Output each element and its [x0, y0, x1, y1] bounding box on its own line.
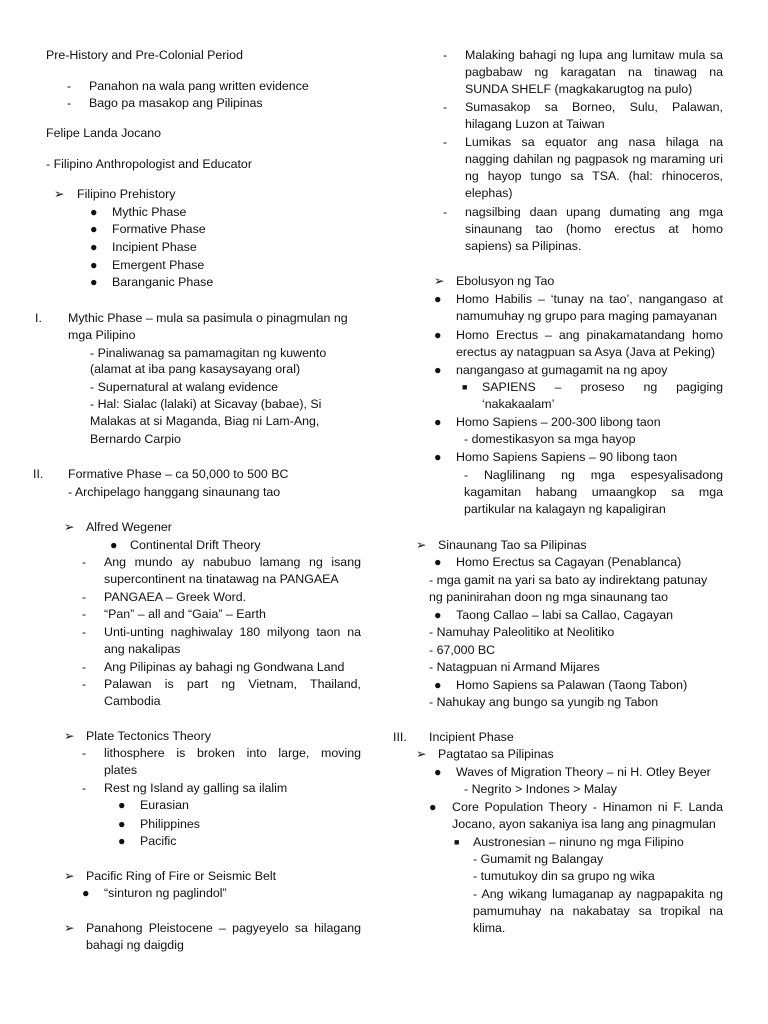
evolution-line: erectus ay natagpuan sa Asya (Java at Peking) — [456, 345, 715, 359]
incipient-heading: Incipient Phase — [429, 730, 514, 744]
dash-marker: - — [82, 590, 87, 604]
plate-item: Pacific — [140, 834, 177, 848]
intro-item: Bago pa masakop ang Pilipinas — [89, 96, 263, 110]
dash-marker: - — [443, 135, 448, 149]
wegener-line: Palawan is part ng Vietnam, Thailand, — [104, 677, 361, 691]
wegener-line: “Pan” – all and “Gaia” – Earth — [104, 607, 266, 621]
wegener-bullet: Continental Drift Theory — [130, 538, 261, 552]
incipient-line: Austronesian – ninuno ng mga Filipino — [473, 835, 684, 849]
square-bullet-icon: ■ — [454, 837, 460, 847]
section-number: I. — [35, 311, 42, 325]
wegener-line: supercontinent na tinatawag na PANGAEA — [104, 572, 339, 586]
dash-marker: - — [82, 607, 87, 621]
bullet-icon: ● — [90, 258, 98, 272]
evolution-line: Homo Erectus – ang pinakamatandang homo — [456, 328, 723, 342]
plate-item: Philippines — [140, 817, 200, 831]
mythic-heading: Mythic Phase – mula sa pasimula o pinagmulan ng — [68, 311, 348, 325]
bullet-icon: ● — [434, 292, 442, 306]
mythic-line: (alamat at iba pang kasaysayang oral) — [90, 362, 301, 376]
phase-item: Formative Phase — [112, 222, 206, 236]
shelf-line: nagging dahilan ng pagpasok ng maraming uri — [465, 152, 723, 166]
sinaunang-line: - Namuhay Paleolitiko at Neolitiko — [429, 625, 615, 639]
shelf-line: sinaunang tao (homo erectus at homo — [465, 222, 723, 236]
shelf-line: Malaking bahagi ng lupa ang lumitaw mula sa — [465, 48, 723, 62]
shelf-line: Sumasakop sa Borneo, Sulu, Palawan, — [465, 100, 723, 114]
arrow-bullet-icon: ➢ — [64, 729, 75, 743]
wegener-line: Unti-unting naghiwalay 180 milyong taon na — [104, 625, 361, 639]
tectonics-line: plates — [104, 763, 138, 777]
incipient-line: Core Population Theory - Hinamon ni F. Landa — [452, 800, 723, 814]
sinaunang-line: - Natagpuan ni Armand Mijares — [429, 660, 600, 674]
bullet-icon: ● — [90, 240, 98, 254]
arrow-bullet-icon: ➢ — [54, 187, 65, 201]
bullet-icon: ● — [434, 765, 442, 779]
ring-bullet: “sinturon ng paglindol” — [104, 886, 227, 900]
evolution-line: - Naglilinang ng mga espesyalisadong — [464, 468, 723, 482]
formative-subheading: - Archipelago hanggang sinaunang tao — [68, 485, 281, 499]
wegener-line: PANGAEA – Greek Word. — [104, 590, 247, 604]
author-role: - Filipino Anthropologist and Educator — [46, 157, 252, 171]
evolution-line: nangangaso at gumagamit na ng apoy — [456, 363, 668, 377]
bullet-icon: ● — [90, 275, 98, 289]
evolution-line: - domestikasyon sa mga hayop — [464, 432, 636, 446]
incipient-subheading: Pagtatao sa Pilipinas — [438, 747, 554, 761]
dash-marker: - — [443, 205, 448, 219]
wegener-line: Ang mundo ay nabubuo lamang ng isang — [104, 555, 361, 569]
dash-marker: - — [82, 555, 87, 569]
sinaunang-line: ng paninirahan doon ng mga sinaunang tao — [429, 590, 669, 604]
shelf-line: sapiens) sa Pilipinas. — [465, 239, 582, 253]
bullet-icon: ● — [434, 608, 442, 622]
dash-marker: - — [82, 660, 87, 674]
incipient-line: klima. — [473, 921, 506, 935]
arrow-bullet-icon: ➢ — [64, 520, 75, 534]
shelf-line: nagsilbing daan upang dumating ang mga — [465, 205, 723, 219]
evolution-line: Homo Sapiens Sapiens – 90 libong taon — [456, 450, 678, 464]
tectonics-heading: Plate Tectonics Theory — [86, 729, 211, 743]
sinaunang-line: - mga gamit na yari sa bato ay indirektang patunay — [429, 573, 708, 587]
evolution-line: partikular na kalagayn ng kapaligiran — [464, 502, 666, 516]
plate-item: Eurasian — [140, 798, 189, 812]
evolution-heading: Ebolusyon ng Tao — [456, 274, 555, 288]
sinaunang-line: Taong Callao – labi sa Callao, Cagayan — [456, 608, 673, 622]
square-bullet-icon: ■ — [462, 382, 468, 392]
dash-marker: - — [443, 100, 448, 114]
shelf-line: ng hayop tungo sa TSA. (hal: rhinoceros, — [465, 169, 723, 183]
arrow-bullet-icon: ➢ — [416, 747, 427, 761]
bullet-icon: ● — [434, 450, 442, 464]
ring-heading: Pacific Ring of Fire or Seismic Belt — [86, 869, 277, 883]
evolution-line: kagamitan habang umaangkop sa mga — [464, 485, 723, 499]
shelf-line: Lumikas sa equator ang nasa hilaga na — [465, 135, 723, 149]
incipient-line: - Gumamit ng Balangay — [473, 852, 604, 866]
sinaunang-line: Homo Sapiens sa Palawan (Taong Tabon) — [456, 678, 688, 692]
section-number: III. — [393, 730, 407, 744]
bullet-icon: ● — [118, 798, 126, 812]
evolution-line: SAPIENS – proseso ng pagiging — [482, 380, 723, 394]
mythic-line: Malakas at si Maganda, Biag ni Lam-Ang, — [90, 414, 320, 428]
dash-marker: - — [82, 781, 87, 795]
mythic-heading: mga Pilipino — [68, 328, 136, 342]
phase-item: Incipient Phase — [112, 240, 197, 254]
evolution-line: Homo Habilis – ‘tunay na tao’, nangangaso at — [456, 292, 723, 306]
sinaunang-heading: Sinaunang Tao sa Pilipinas — [438, 538, 587, 552]
phase-item: Baranganic Phase — [112, 275, 214, 289]
bullet-icon: ● — [434, 555, 442, 569]
mythic-line: Bernardo Carpio — [90, 432, 181, 446]
bullet-icon: ● — [110, 538, 118, 552]
sinaunang-line: Homo Erectus sa Cagayan (Penablanca) — [456, 555, 682, 569]
arrow-bullet-icon: ➢ — [416, 538, 427, 552]
shelf-line: SUNDA SHELF (magkakarugtog na pulo) — [465, 82, 693, 96]
mythic-line: - Pinaliwanag sa pamamagitan ng kuwento — [90, 346, 327, 360]
prehistory-heading: Filipino Prehistory — [77, 187, 176, 201]
phase-item: Emergent Phase — [112, 258, 205, 272]
wegener-heading: Alfred Wegener — [86, 520, 172, 534]
bullet-icon: ● — [434, 363, 442, 377]
shelf-line: hilagang Luzon at Taiwan — [465, 117, 605, 131]
evolution-line: namumuhay ng grupo para maging pamayanan — [456, 309, 718, 323]
dash-marker: - — [67, 79, 72, 93]
bullet-icon: ● — [434, 678, 442, 692]
dash-marker: - — [82, 677, 87, 691]
author-name: Felipe Landa Jocano — [46, 126, 162, 140]
wegener-line: Cambodia — [104, 694, 161, 708]
incipient-line: - Ang wikang lumaganap ay nagpapakita ng — [473, 887, 723, 901]
incipient-line: pamumuhay na nakabatay sa tropikal na — [473, 904, 723, 918]
bullet-icon: ● — [118, 834, 126, 848]
mythic-line: - Supernatural at walang evidence — [90, 380, 279, 394]
incipient-line: Jocano, ayon sakaniya isa lang ang pinagmulan — [452, 817, 716, 831]
intro-item: Panahon na wala pang written evidence — [89, 79, 309, 93]
arrow-bullet-icon: ➢ — [64, 921, 75, 935]
tectonics-line: Rest ng Island ay galling sa ilalim — [104, 781, 288, 795]
sinaunang-line: - 67,000 BC — [429, 643, 496, 657]
arrow-bullet-icon: ➢ — [64, 869, 75, 883]
evolution-line: Homo Sapiens – 200-300 libong taon — [456, 415, 661, 429]
dash-marker: - — [82, 746, 87, 760]
pleistocene-line: Panahong Pleistocene – pagyeyelo sa hilagang — [86, 921, 361, 935]
wegener-line: Ang Pilipinas ay bahagi ng Gondwana Land — [104, 660, 345, 674]
bullet-icon: ● — [429, 800, 437, 814]
bullet-icon: ● — [434, 415, 442, 429]
bullet-icon: ● — [118, 817, 126, 831]
bullet-icon: ● — [434, 328, 442, 342]
mythic-line: - Hal: Sialac (lalaki) at Sicavay (babae), Si — [90, 397, 322, 411]
pleistocene-line: bahagi ng daigdig — [86, 938, 184, 952]
dash-marker: - — [82, 625, 87, 639]
formative-heading: Formative Phase – ca 50,000 to 500 BC — [68, 467, 289, 481]
arrow-bullet-icon: ➢ — [434, 274, 445, 288]
evolution-line: ‘nakakaalam’ — [482, 397, 555, 411]
incipient-line: - tumutukoy din sa grupo ng wika — [473, 869, 655, 883]
shelf-line: pagbabaw ng karagatan na tinawag na — [465, 65, 723, 79]
phase-item: Mythic Phase — [112, 205, 187, 219]
section-number: II. — [33, 467, 44, 481]
incipient-line: Waves of Migration Theory – ni H. Otley Beyer — [456, 765, 711, 779]
shelf-line: elephas) — [465, 186, 513, 200]
sinaunang-line: - Nahukay ang bungo sa yungib ng Tabon — [429, 695, 659, 709]
tectonics-line: lithosphere is broken into large, moving — [104, 746, 361, 760]
incipient-line: - Negrito > Indones > Malay — [464, 782, 617, 796]
bullet-icon: ● — [90, 205, 98, 219]
bullet-icon: ● — [82, 886, 90, 900]
page-title: Pre-History and Pre-Colonial Period — [46, 48, 243, 62]
wegener-line: ang nakalipas — [104, 642, 181, 656]
dash-marker: - — [67, 96, 72, 110]
bullet-icon: ● — [90, 222, 98, 236]
dash-marker: - — [443, 48, 448, 62]
